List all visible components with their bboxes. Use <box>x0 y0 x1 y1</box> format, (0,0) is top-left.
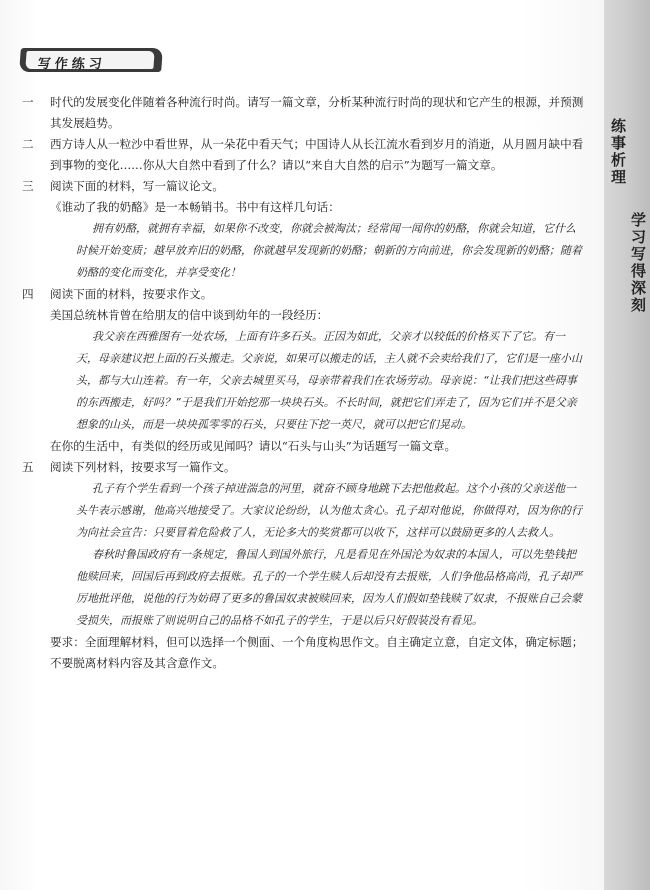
material-quote-2: 春秋时鲁国政府有一条规定，鲁国人到国外旅行，凡是看见在外国沦为奴隶的本国人，可以先垫钱把他赎回来，回国后再到政府去报账。孔子的一个学生赎人后却没有去报账，人们争他品格高尚，孔子却严厉地批评他，说他的行为妨碍了更多的鲁国奴隶被赎回来，因为人们假如垫钱赎了奴隶，不报账自己会蒙受损失，而报账了则说明自己的品格不如孔子的学生，于是以后只好假装没有看见。 <box>76 548 582 627</box>
material-quote: 我父亲在西雅图有一处农场，上面有许多石头。正因为如此，父亲才以较低的价格买下了它。有一天，母亲建议把上面的石头搬走。父亲说，如果可以搬走的话，主人就不会卖给我们了，它们是一座小山头，都与大山连着。有一年，父亲去城里买马，母亲带着我们在农场劳动。母亲说：“让我们把这些碍事的东西搬走，好吗？”于是我们开始挖那一块块石头。不长时间，就把它们弄走了，因为它们并不是父亲想象的山头，而是一块块孤零零的石头，只要往下挖一英尺，就可以把它们晃动。 <box>76 330 582 431</box>
section-banner <box>19 48 163 72</box>
banner-label: 写作练习 <box>37 57 107 72</box>
material-quote: 拥有奶酪，就拥有幸福，如果你不改变，你就会被淘汰；经常闻一闻你的奶酪，你就会知道，它什么时候开始变质；越早放弃旧的奶酪，你就越早发现新的奶酪；朝新的方向前进，你会发现新的奶酪；随着奶酪的变化而变化，并享受变化！ <box>76 222 582 279</box>
item-text: 阅读下列材料，按要求写一篇作文。 <box>50 460 236 474</box>
item-text: 西方诗人从一粒沙中看世界，从一朵花中看天气；中国诗人从长江流水看到岁月的消逝，从月圆月缺中看到事物的变化……你从大自然中看到了什么？请以“来自大自然的启示”为题写一篇文章。 <box>50 137 584 172</box>
exercise-item-2 <box>22 134 592 176</box>
exercise-list <box>22 92 592 674</box>
sidebar-title: 练事析理 <box>609 118 627 186</box>
item-number: 四 <box>22 287 34 301</box>
item-number: 三 <box>22 179 34 193</box>
item-text: 阅读下面的材料，按要求作文。 <box>50 287 213 301</box>
item-intro: 美国总统林肯曾在给朋友的信中谈到幼年的一段经历： <box>50 308 329 322</box>
exercise-item-3 <box>22 176 592 284</box>
item-requirement: 要求：全面理解材料，但可以选择一个侧面、一个角度构思作文。自主确定立意，自定文体，确定标题；不要脱离材料内容及其含意作文。 <box>50 635 584 670</box>
sidebar <box>604 0 650 890</box>
exercise-item-5 <box>22 457 592 674</box>
item-number: 五 <box>22 460 34 474</box>
item-text: 时代的发展变化伴随着各种流行时尚。请写一篇文章，分析某种流行时尚的现状和它产生的根源，并预测其发展趋势。 <box>50 95 584 130</box>
item-number: 二 <box>22 137 34 151</box>
banner-inner <box>25 51 154 72</box>
item-intro: 《谁动了我的奶酪》是一本畅销书。书中有这样几句话： <box>50 200 340 214</box>
item-prompt: 在你的生活中，有类似的经历或见闻吗？请以“石头与山头”为话题写一篇文章。 <box>50 439 457 453</box>
material-quote-1: 孔子有个学生看到一个孩子掉进湍急的河里，就奋不顾身地跳下去把他救起。这个小孩的父亲送他一头牛表示感谢，他高兴地接受了。大家议论纷纷，认为他太贪心。孔子却对他说，你做得对，因为你的行为向社会宣告：只要冒着危险救了人，无论多大的奖赏都可以收下，这样可以鼓励更多的人去救人。 <box>76 482 582 539</box>
exercise-item-1 <box>22 92 592 134</box>
item-number: 一 <box>22 95 34 109</box>
item-text: 阅读下面的材料，写一篇议论文。 <box>50 179 224 193</box>
sidebar-subtitle: 学习写得深刻 <box>629 212 647 314</box>
exercise-item-4 <box>22 284 592 457</box>
